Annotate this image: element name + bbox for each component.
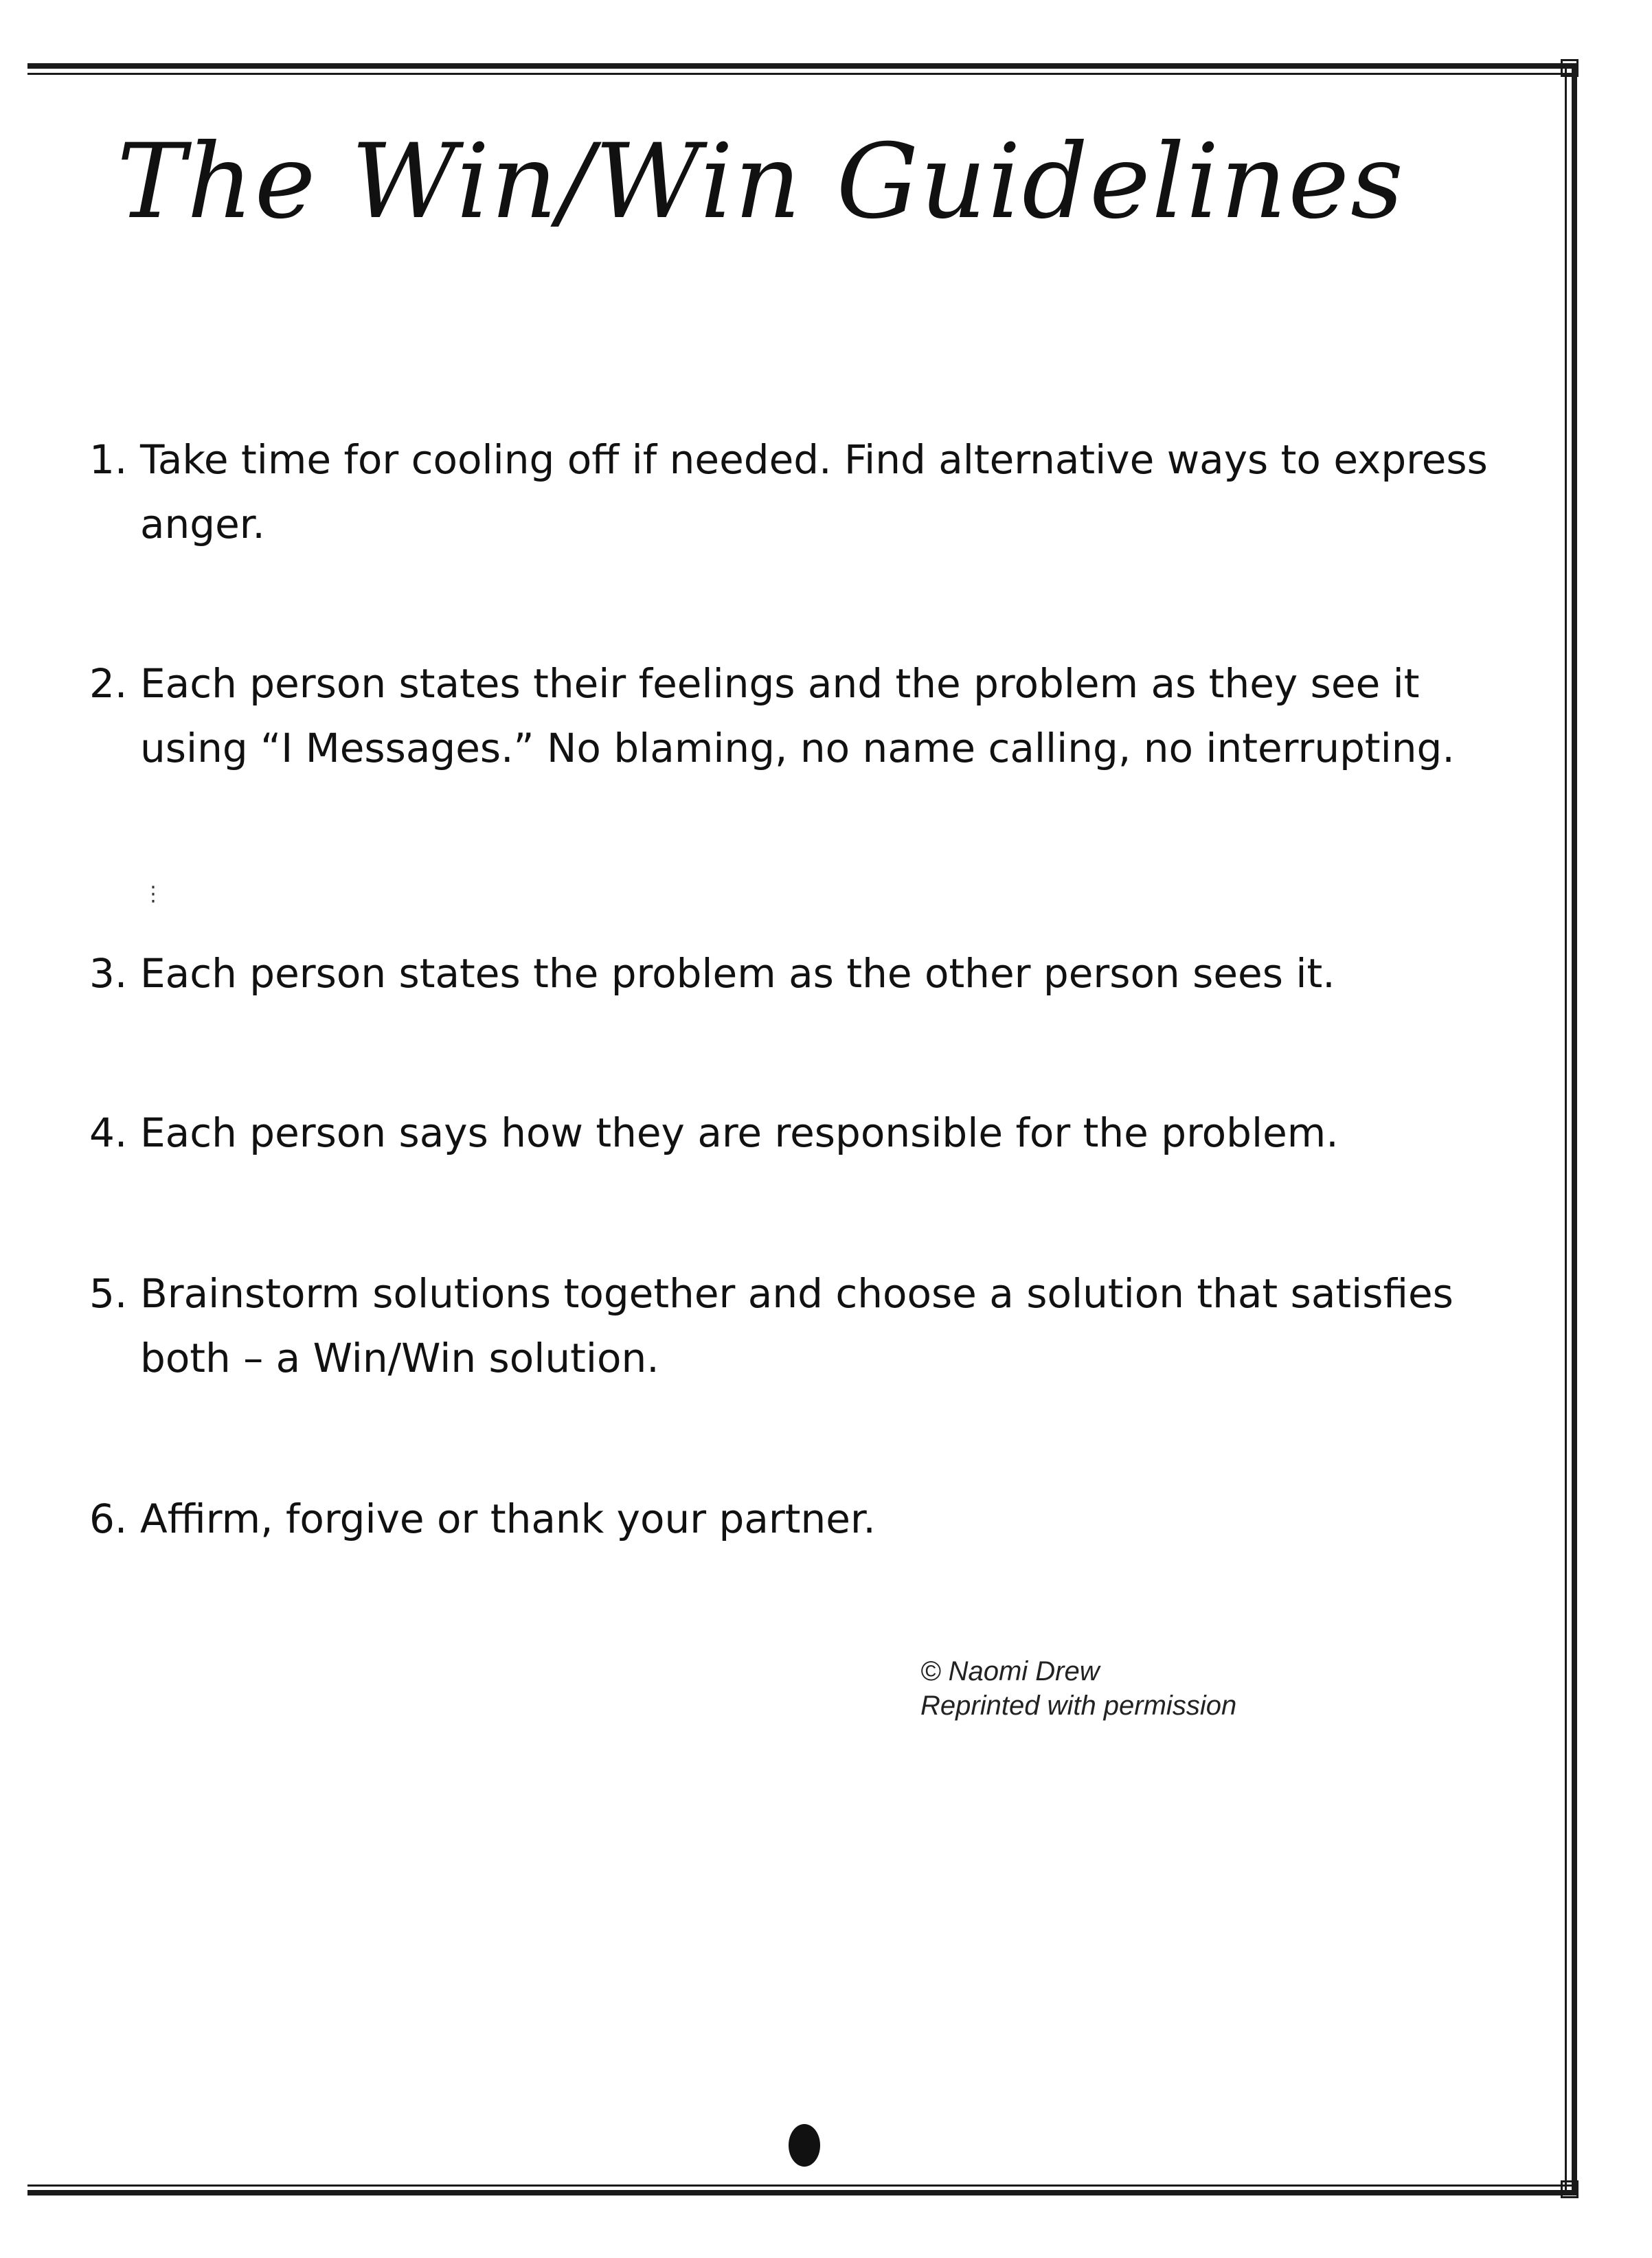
bottom-border-thin xyxy=(27,2184,1573,2187)
guideline-item xyxy=(89,1261,1518,1390)
guideline-text: Each person says how they are responsible for the problem. xyxy=(140,1109,1339,1156)
corner-ornament-top-right xyxy=(1561,59,1579,77)
right-border-thin xyxy=(1565,63,1567,2195)
guideline-text: Take time for cooling off if needed. Find alternative ways to express anger. xyxy=(140,436,1488,547)
scan-speck: ⋮ xyxy=(143,882,163,906)
guideline-number: 3. xyxy=(89,950,128,997)
guideline-text: Brainstorm solutions together and choose a solution that satisfies both – a Win/Win solution. xyxy=(140,1270,1453,1381)
top-border-thin xyxy=(27,73,1573,75)
page-title: The Win/Win Guidelines xyxy=(117,122,1405,242)
guideline-number: 2. xyxy=(89,660,128,707)
right-border-thick xyxy=(1572,63,1577,2195)
top-border-thick xyxy=(27,63,1573,69)
guideline-item xyxy=(89,941,1518,1006)
guideline-text: Affirm, forgive or thank your partner. xyxy=(140,1495,876,1542)
guideline-number: 1. xyxy=(89,436,128,483)
guideline-item xyxy=(89,651,1518,780)
guideline-number: 4. xyxy=(89,1109,128,1156)
guideline-item xyxy=(89,427,1518,556)
guideline-item xyxy=(89,1487,1518,1551)
credit-note: Reprinted with permission xyxy=(920,1691,1237,1721)
guideline-number: 6. xyxy=(89,1495,128,1542)
page-dot-mark xyxy=(789,2124,820,2167)
corner-ornament-bottom-right xyxy=(1561,2180,1579,2198)
credit-author: © Naomi Drew xyxy=(920,1656,1100,1686)
guideline-number: 5. xyxy=(89,1270,128,1317)
guideline-text: Each person states the problem as the other person sees it. xyxy=(140,950,1335,997)
guideline-item xyxy=(89,1100,1518,1165)
guideline-text: Each person states their feelings and the problem as they see it using “I Messages.” No blaming, no name calling, no interrupting. xyxy=(140,660,1455,771)
copyright-credit xyxy=(920,1654,1236,1723)
bottom-border-thick xyxy=(27,2190,1573,2195)
